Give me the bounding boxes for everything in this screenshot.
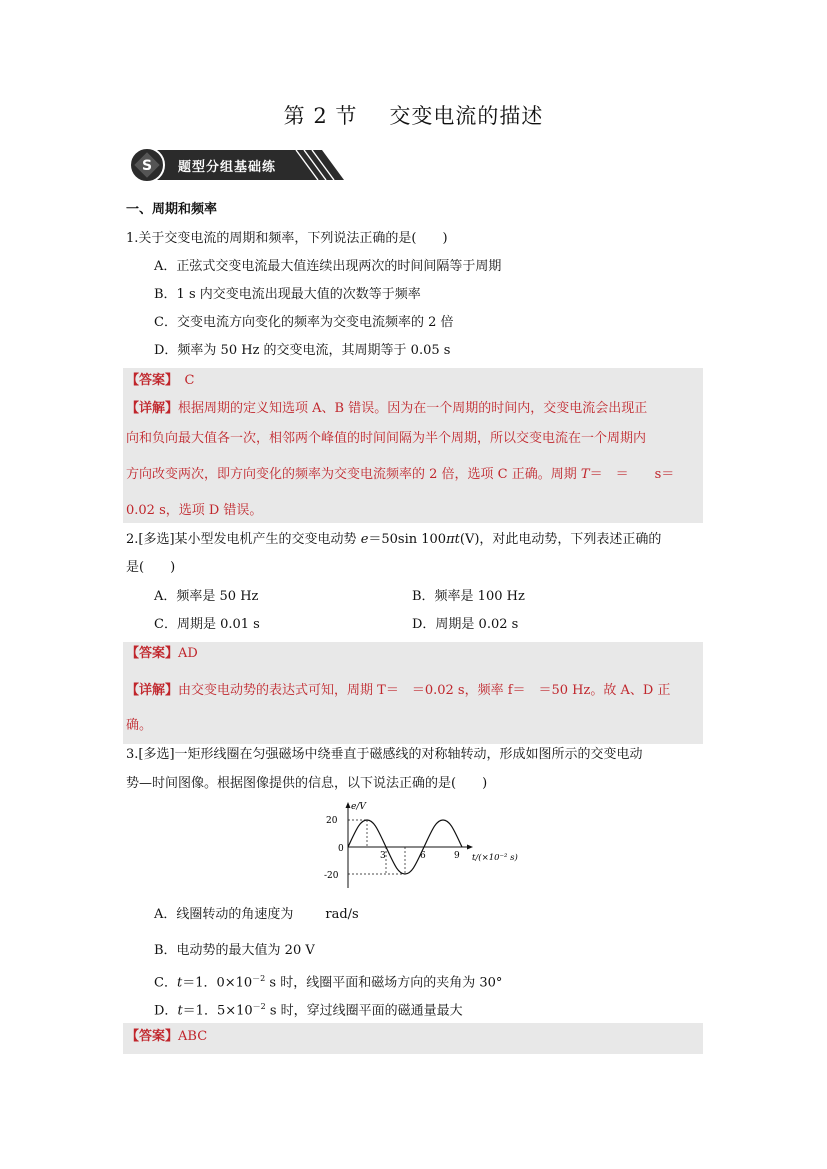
x-tick-3: 3 — [380, 851, 386, 861]
y-tick-neg20: -20 — [324, 871, 339, 881]
q1-detail-line-3: 方向改变两次，即方向变化的频率为交变电流频率的 2 倍，选项 C 正确。周期 T＝ ＝ s＝ — [126, 467, 675, 482]
question-2-stem: 2.[多选]某小型发电机产生的交变电动势 e＝50sin 100πt(V)，对此电动势，下列表述正确的 — [126, 532, 662, 547]
q2-option-c: C．周期是 0.01 s — [154, 617, 260, 632]
x-tick-6: 6 — [420, 851, 426, 861]
part-heading: 一、周期和频率 — [126, 202, 218, 217]
q2-option-d: D．周期是 0.02 s — [412, 617, 519, 632]
q1-option-d: D．频率为 50 Hz 的交变电流，其周期等于 0.05 s — [154, 343, 451, 358]
q3-option-b: B．电动势的最大值为 20 V — [154, 943, 315, 958]
question-3-stem: 3.[多选]一矩形线圈在匀强磁场中绕垂直于磁感线的对称轴转动，形成如图所示的交变电动 — [126, 747, 643, 762]
y-tick-0: 0 — [338, 844, 344, 854]
svg-text:S: S — [141, 158, 153, 174]
q1-option-b: B．1 s 内交变电流出现最大值的次数等于频率 — [154, 287, 421, 302]
q2-detail-line-2: 确。 — [126, 718, 153, 733]
q2-option-a: A．频率是 50 Hz — [154, 589, 259, 604]
page-title: 第 2 节 交变电流的描述 — [283, 104, 544, 128]
x-tick-9: 9 — [454, 851, 460, 861]
question-3-stem-cont: 势—时间图像。根据图像提供的信息，以下说法正确的是( ) — [126, 776, 488, 791]
y-tick-20: 20 — [326, 816, 338, 826]
q2-answer: 【答案】AD — [126, 646, 198, 661]
q1-option-a: A．正弦式交变电流最大值连续出现两次的时间间隔等于周期 — [154, 259, 502, 274]
q1-detail-line-4: 0.02 s，选项 D 错误。 — [126, 503, 263, 518]
banner-label: 题型分组基础练 — [178, 160, 277, 175]
q3-answer-box — [123, 1023, 703, 1054]
q2-option-b: B．频率是 100 Hz — [412, 589, 525, 604]
q3-option-d: D．t＝1．$5\times 10^{-2}$ s 时，穿过线圈平面的磁通量最大 — [154, 1002, 463, 1019]
q1-detail-line-1: 【详解】根据周期的定义知选项 A、B 错误。因为在一个周期的时间内，交变电流会出现正 — [126, 401, 648, 416]
q1-answer: 【答案】 C — [126, 373, 195, 388]
q2-detail-line-1: 【详解】由交变电动势的表达式可知，周期 T＝ ＝0.02 s，频率 f＝ ＝50 Hz。故 A、D 正 — [126, 683, 671, 698]
question-1-stem: 1.关于交变电流的周期和频率，下列说法正确的是( ) — [126, 231, 448, 246]
q3-answer: 【答案】ABC — [126, 1029, 208, 1044]
q1-option-c: C．交变电流方向变化的频率为交变电流频率的 2 倍 — [154, 315, 454, 330]
question-2-stem-cont: 是( ) — [126, 560, 176, 575]
emf-time-graph — [320, 800, 535, 890]
q3-option-a: A．线圈转动的角速度为 rad/s — [154, 907, 359, 922]
y-axis-label: e/V — [351, 802, 366, 812]
q1-detail-line-2: 向和负向最大值各一次，相邻两个峰值的时间间隔为半个周期，所以交变电流在一个周期内 — [126, 431, 647, 446]
q3-option-c: C．t＝1．$0\times 10^{-2}$ s 时，线圈平面和磁场方向的夹角为 30° — [154, 974, 503, 991]
x-axis-label: t/(×10⁻² s) — [472, 853, 518, 863]
